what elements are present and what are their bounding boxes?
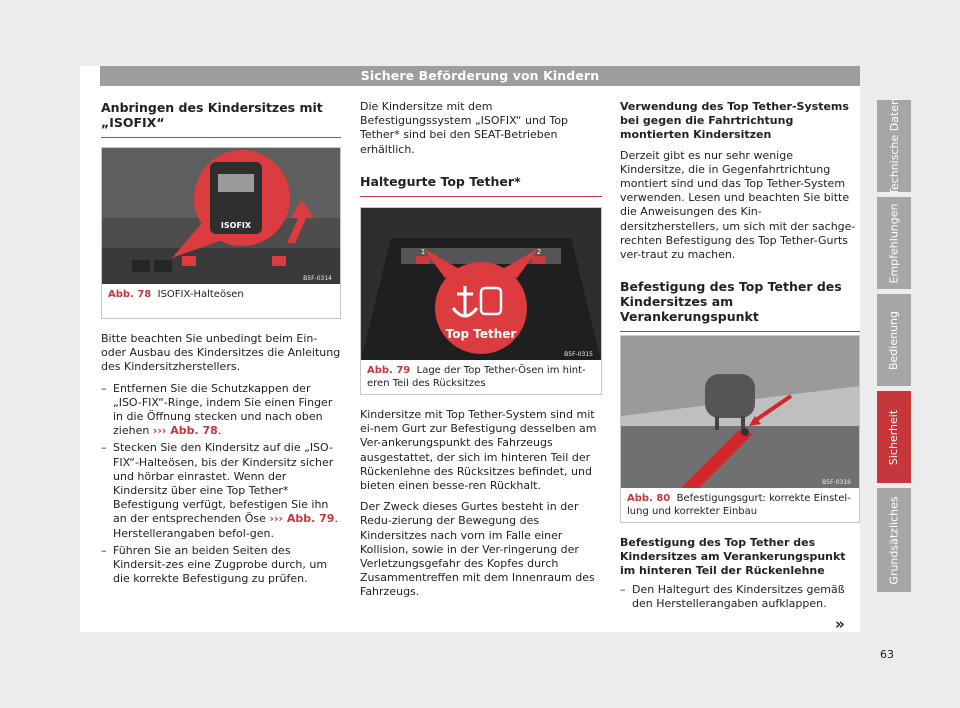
continue-marker: » xyxy=(835,615,845,633)
column-2-intro: Die Kindersitze mit dem Befestigungssystem „ISOFIX“ und Top Tether* sind bei den SEAT-Betrieben erhältlich. xyxy=(360,100,568,156)
caption-text: Lage der Top Tether-Ösen im hint-eren Teil des Rücksitzes xyxy=(367,365,586,389)
isofix-badge: ISOFIX xyxy=(220,221,252,230)
list-item: – Entfernen Sie die Schutzkappen der „ISO-FIX“-Ringe, indem Sie einen Finger in die Öffnung stecken und nach oben ziehen ››› Abb. 78. xyxy=(101,382,341,439)
tab-bedienung[interactable]: Bedienung xyxy=(877,294,911,386)
figure-79-caption xyxy=(361,360,601,395)
figure-80 xyxy=(620,335,860,523)
marker-1: 1 xyxy=(420,248,426,256)
figure-reference-link[interactable]: ››› Abb. 78 xyxy=(152,424,218,438)
subheading-rear-facing: Verwendung des Top Tether-Systems bei gegen die Fahrtrichtung montierten Kindersitzen xyxy=(620,100,849,142)
list-item: – Stecken Sie den Kindersitz auf die „ISO-FIX“-Halteösen, bis der Kindersitz sicher und hörbar einrastet. Wenn der Kindersitz über eine Top Tether* Befestigung verfügt, befestigen Sie ihn an der entsprechenden Öse ››› Abb. 79. Herstellerangaben befol-gen. xyxy=(101,441,341,540)
figure-label: Abb. 78 xyxy=(108,289,152,300)
top-tether-para-1: Kindersitze mit Top Tether-System sind mit ei-nem Gurt zur Befestigung desselben am Ver-ankerungspunkt des Fahrzeugs ausgestattet, der sich im hinteren Teil der Rückenlehne des Rücksitzes befindet, und bieten einen besse-ren Rückhalt. xyxy=(360,408,597,493)
page-number: 63 xyxy=(880,648,894,661)
tab-technische-daten[interactable]: Technische Daten xyxy=(877,100,911,192)
figure-code: B5F-0316 xyxy=(822,479,851,486)
rear-facing-para: Derzeit gibt es nur sehr wenige Kindersitze, die in Gegenfahrtrichtung montiert sind und das Top Tether-System verwenden. Lesen und beachten Sie bitte die Anweisungen des Kin-dersitzherstellers, um sich mit der sachge-rechten Befestigung des Top Tether-Gurts ver-traut zu machen. xyxy=(620,148,856,262)
section-heading-top-tether: Haltegurte Top Tether* xyxy=(360,164,602,197)
isofix-intro: Bitte beachten Sie unbedingt beim Ein- oder Ausbau des Kindersitzes die Anleitung des Kindersitzherstellers. xyxy=(101,332,341,374)
section-heading-isofix: Anbringen des Kindersitzes mit „ISOFIX“ xyxy=(101,100,341,138)
column-3 xyxy=(620,100,860,332)
top-tether-illustration xyxy=(361,208,601,360)
caption-text: Befestigungsgurt: korrekte Einstel-lung und korrekter Einbau xyxy=(627,493,851,517)
running-header: Sichere Beförderung von Kindern xyxy=(100,66,860,86)
figure-80-caption xyxy=(621,488,859,523)
tab-grundsaetzliches[interactable]: Grundsätzliches xyxy=(877,488,911,592)
column-3-body xyxy=(620,536,860,611)
list-item: – Den Haltegurt des Kindersitzes gemäß den Herstellerangaben aufklappen. xyxy=(620,583,860,611)
figure-code: B5F-0315 xyxy=(564,351,593,358)
isofix-illustration xyxy=(102,148,340,284)
figure-label: Abb. 80 xyxy=(627,493,671,504)
tether-strap-illustration xyxy=(621,336,859,488)
subheading-anchorage-rear: Befestigung des Top Tether des Kindersitzes am Verankerungspunkt im hinteren Teil der Rückenlehne xyxy=(620,536,846,578)
figure-code: B5F-0314 xyxy=(303,275,332,282)
section-heading-anchorage: Befestigung des Top Tether des Kindersitzes am Verankerungspunkt xyxy=(620,269,860,332)
list-item: – Führen Sie an beiden Seiten des Kindersit-zes eine Zugprobe durch, um die korrekte Befestigung zu prüfen. xyxy=(101,544,341,587)
figure-78-caption xyxy=(102,284,340,307)
figure-79 xyxy=(360,207,602,395)
column-1 xyxy=(101,100,341,138)
top-tether-badge: Top Tether xyxy=(445,327,517,341)
column-2-body xyxy=(360,408,602,607)
figure-label: Abb. 79 xyxy=(367,365,411,376)
tab-sicherheit[interactable]: Sicherheit xyxy=(877,391,911,483)
marker-2: 2 xyxy=(536,248,542,256)
caption-text: ISOFIX-Halteösen xyxy=(157,289,244,300)
figure-reference-link[interactable]: ››› Abb. 79 xyxy=(269,512,335,526)
column-2 xyxy=(360,100,602,197)
tab-empfehlungen[interactable]: Empfehlungen xyxy=(877,197,911,289)
figure-78 xyxy=(101,147,341,319)
column-1-body xyxy=(101,332,341,586)
top-tether-para-2: Der Zweck dieses Gurtes besteht in der Redu-zierung der Bewegung des Kindersitzes nach vorn im Falle einer Kollision, sowie in der Ver-ringerung der Verletzungsgefahr des Kopfes durch Zusammentreffen mit dem Innenraum des Fahrzeugs. xyxy=(360,500,595,599)
